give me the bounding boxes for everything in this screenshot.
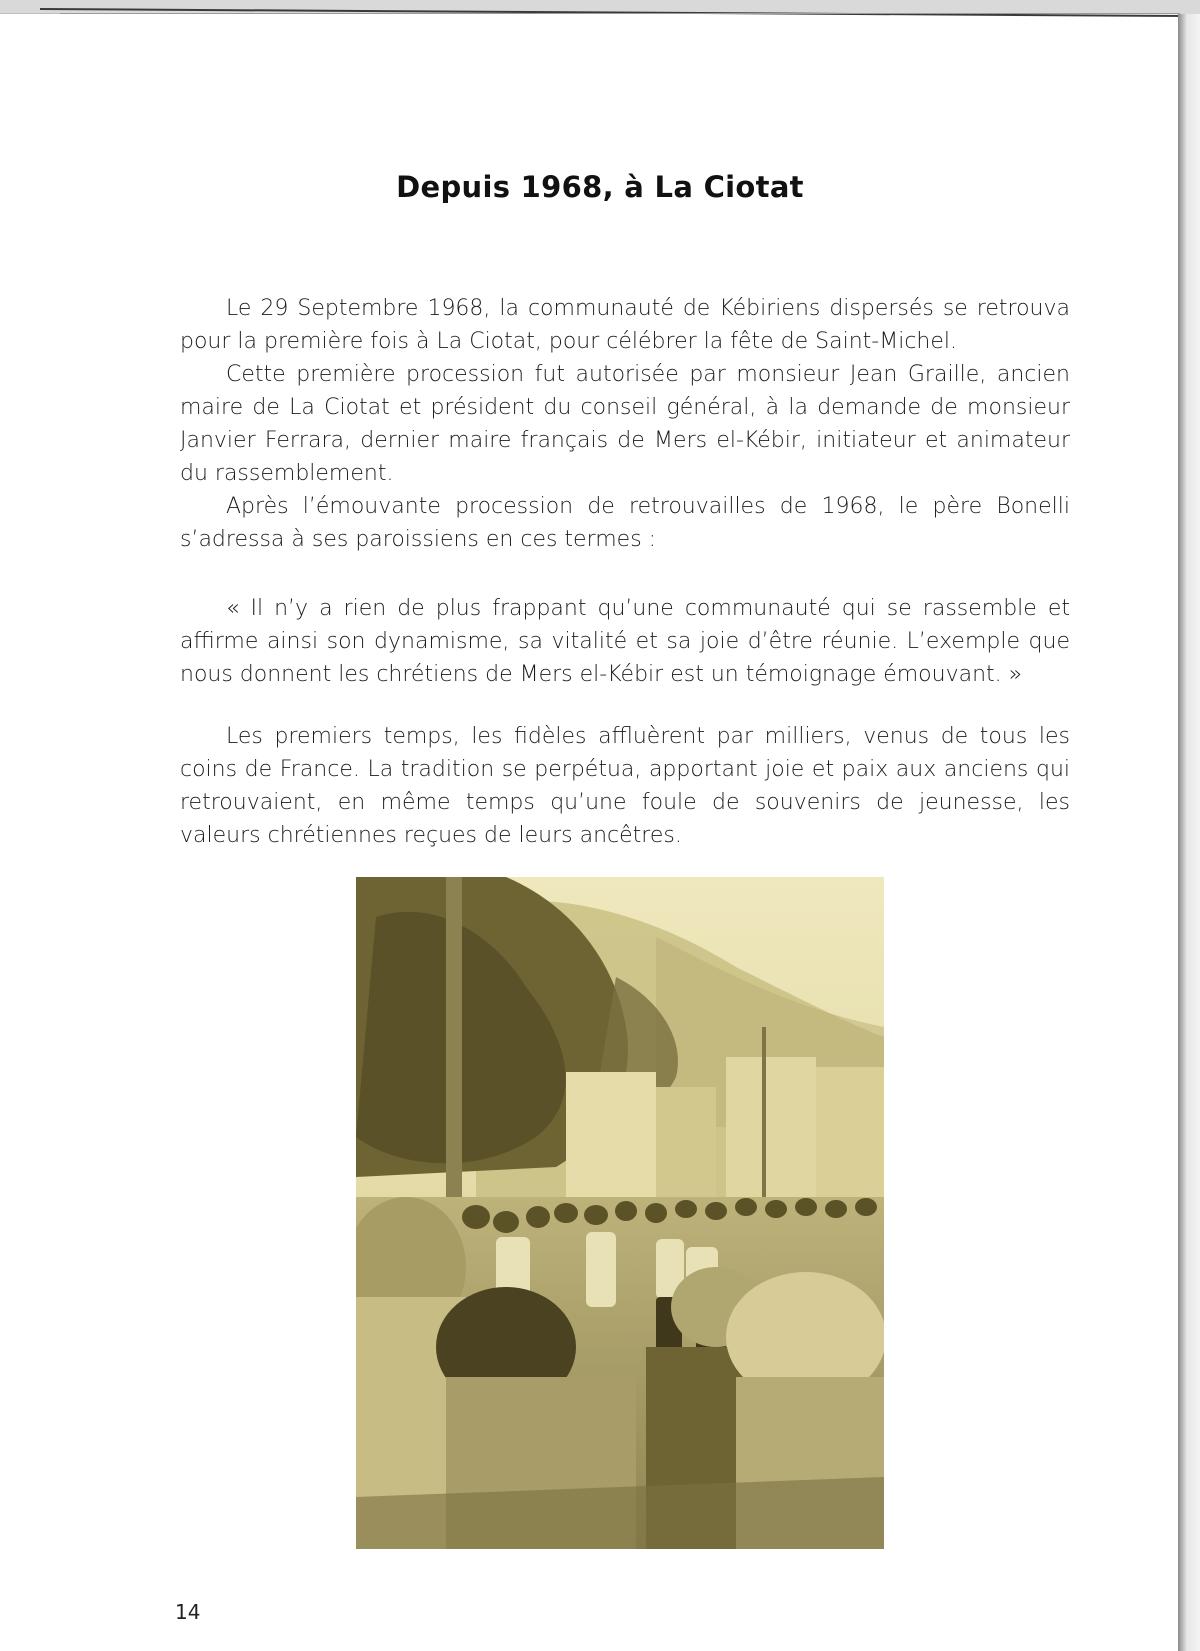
page-number: 14	[175, 1600, 201, 1624]
procession-photo	[356, 877, 884, 1549]
page-right-edge	[1178, 14, 1200, 1651]
page-title: Depuis 1968, à La Ciotat	[396, 170, 804, 204]
paragraph-4: Les premiers temps, les fidèles affluèrent par milliers, venus de tous les coins de France. La tradition se perpétua, apportant joie et paix aux anciens qui retrouvaient, en même temps qu’une foule de souvenirs de jeunesse, les valeurs chrétiennes reçues de leurs ancêtres.	[180, 724, 1070, 848]
closing-text	[180, 720, 1070, 852]
quote-block	[180, 592, 1070, 691]
paragraph-3: Après l’émouvante procession de retrouvailles de 1968, le père Bonelli s’adressa à ses paroissiens en ces termes :	[180, 494, 1070, 552]
paragraph-1: Le 29 Septembre 1968, la communauté de Kébiriens dispersés se retrouva pour la première fois à La Ciotat, pour célébrer la fête de Saint-Michel.	[180, 296, 1070, 354]
procession-photo-image	[356, 877, 884, 1549]
page-top-edge-shadow	[60, 13, 1180, 14]
quote-text: « Il n’y a rien de plus frappant qu’une communauté qui se rassemble et affirme ainsi son dynamisme, sa vitalité et sa joie d’être réunie. L’exemple que nous donnent les chrétiens de Mers el-Kébir est un témoignage émouvant. »	[180, 596, 1070, 687]
paragraph-2: Cette première procession fut autorisée par monsieur Jean Graille, ancien maire de La Ciotat et président du conseil général, à la demande de monsieur Janvier Ferrara, dernier maire français de Mers el-Kébir, initiateur et animateur du rassemblement.	[180, 362, 1070, 486]
intro-text	[180, 292, 1070, 556]
